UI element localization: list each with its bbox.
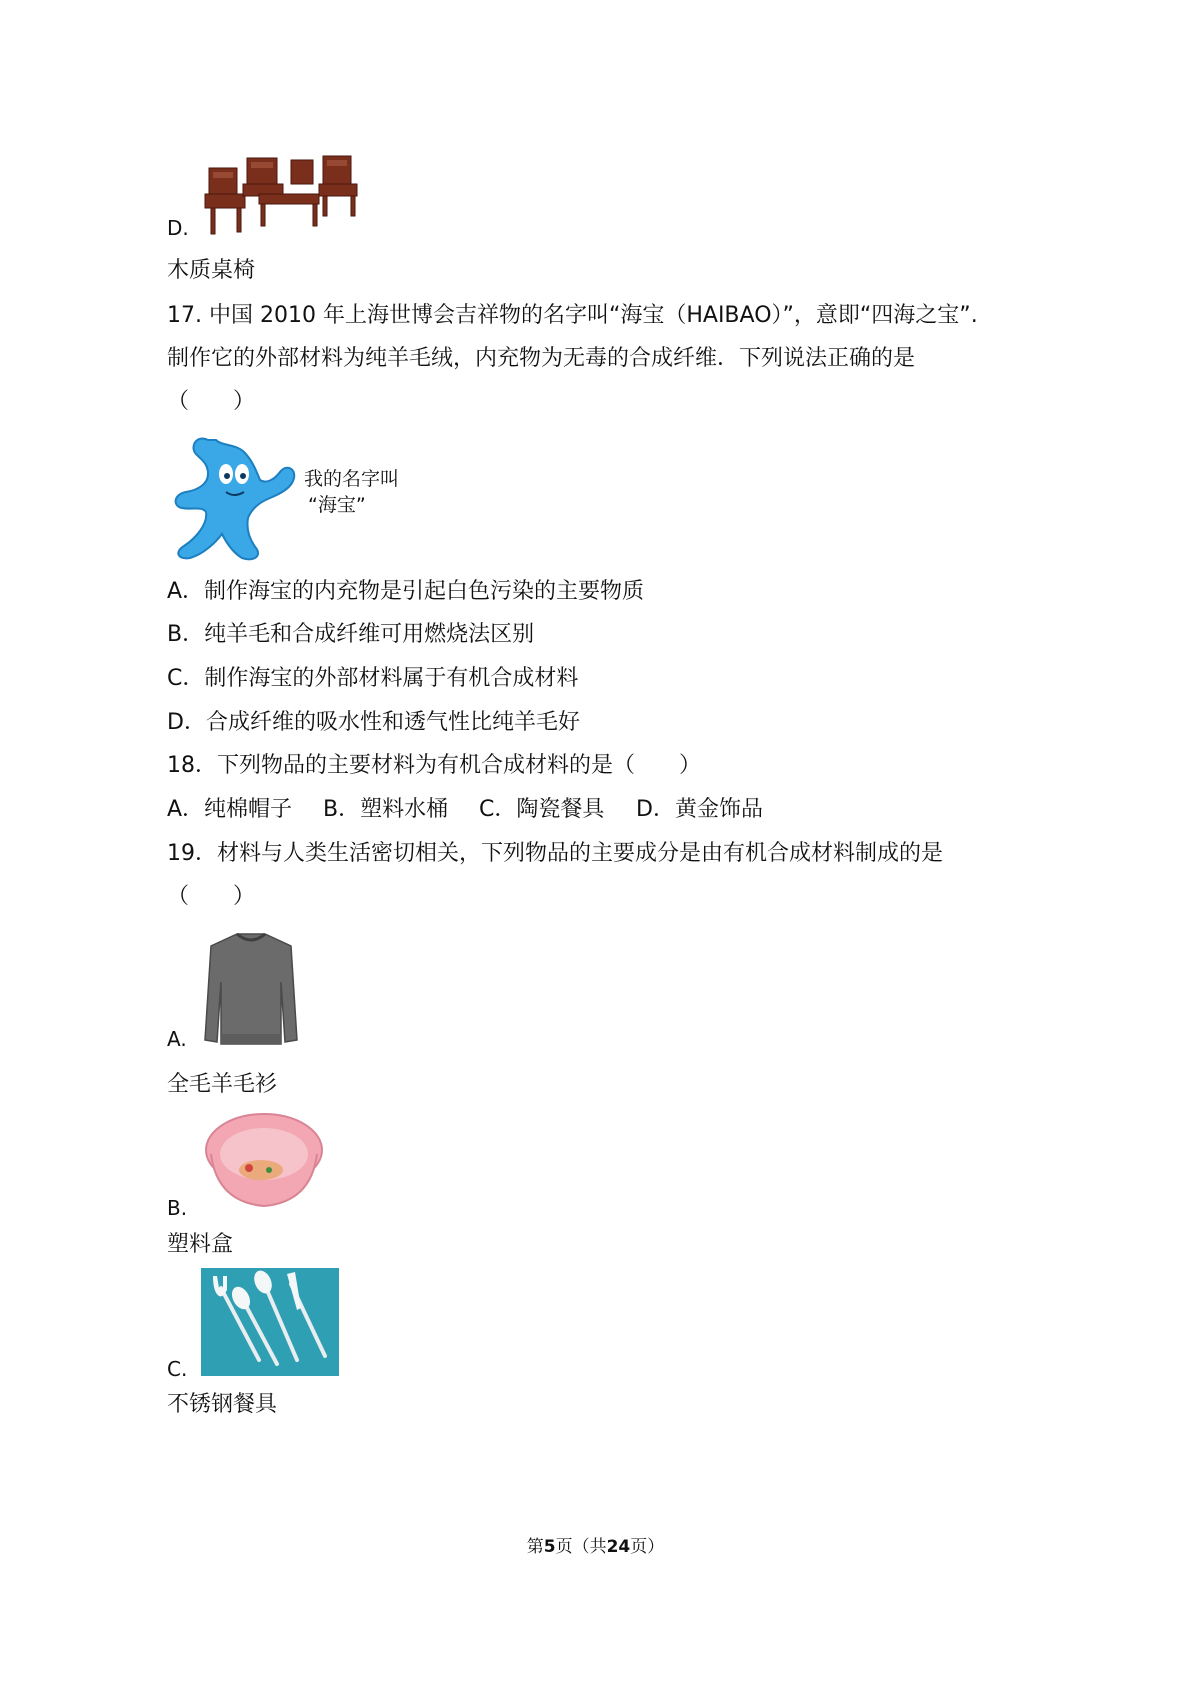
q17-option-a: A．制作海宝的内充物是引起白色污染的主要物质: [167, 579, 645, 604]
q16-option-d-letter: D.: [167, 216, 189, 240]
wooden-furniture-image: [203, 150, 360, 238]
q18-stem: 18．下列物品的主要材料为有机合成材料的是（ ）: [167, 753, 701, 778]
q17-option-b: B．纯羊毛和合成纤维可用燃烧法区别: [167, 622, 535, 647]
stainless-cutlery-image: [201, 1268, 339, 1376]
wool-sweater-image: [203, 930, 299, 1048]
q18-option-c: C．陶瓷餐具: [479, 797, 605, 822]
page-footer: [0, 1532, 1191, 1557]
q17-option-c: C．制作海宝的外部材料属于有机合成材料: [167, 666, 579, 691]
footer-middle: 页（共: [555, 1537, 607, 1557]
q19-answer-blank: （ ）: [167, 884, 256, 909]
q19-option-a-caption: 全毛羊毛衫: [167, 1072, 278, 1097]
q18-option-a: A．纯棉帽子: [167, 797, 293, 822]
q19-stem-line1: 19．材料与人类生活密切相关，下列物品的主要成分是由有机合成材料制成的是: [167, 841, 943, 866]
q17-option-d: D．合成纤维的吸水性和透气性比纯羊毛好: [167, 710, 580, 735]
footer-suffix: 页）: [630, 1537, 665, 1557]
footer-page-number: 5: [543, 1537, 556, 1557]
haibao-mascot-image: [168, 434, 418, 562]
q17-answer-blank: （ ）: [167, 389, 256, 414]
q16-option-d-caption: 木质桌椅: [167, 258, 256, 283]
q17-stem-line1: 17. 中国 2010 年上海世博会吉祥物的名字叫“海宝（HAIBAO）”，意即“四海之宝”.: [167, 303, 978, 328]
footer-prefix: 第: [526, 1537, 544, 1557]
footer-total-pages: 24: [606, 1537, 631, 1557]
q19-option-b-letter: B.: [167, 1196, 188, 1220]
q19-option-b-caption: 塑料盒: [167, 1232, 234, 1257]
mascot-speech-line1: 我的名字叫: [304, 468, 400, 490]
q18-option-b: B．塑料水桶: [323, 797, 449, 822]
q19-option-c-caption: 不锈钢餐具: [167, 1392, 278, 1417]
q17-stem-line2: 制作它的外部材料为纯羊毛绒，内充物为无毒的合成纤维．下列说法正确的是: [167, 346, 916, 371]
mascot-speech-line2: “海宝”: [308, 494, 366, 516]
q18-option-d: D．黄金饰品: [636, 797, 763, 822]
q19-option-c-letter: C.: [167, 1357, 188, 1381]
q19-option-a-letter: A.: [167, 1027, 187, 1051]
plastic-basin-image: [203, 1110, 325, 1210]
